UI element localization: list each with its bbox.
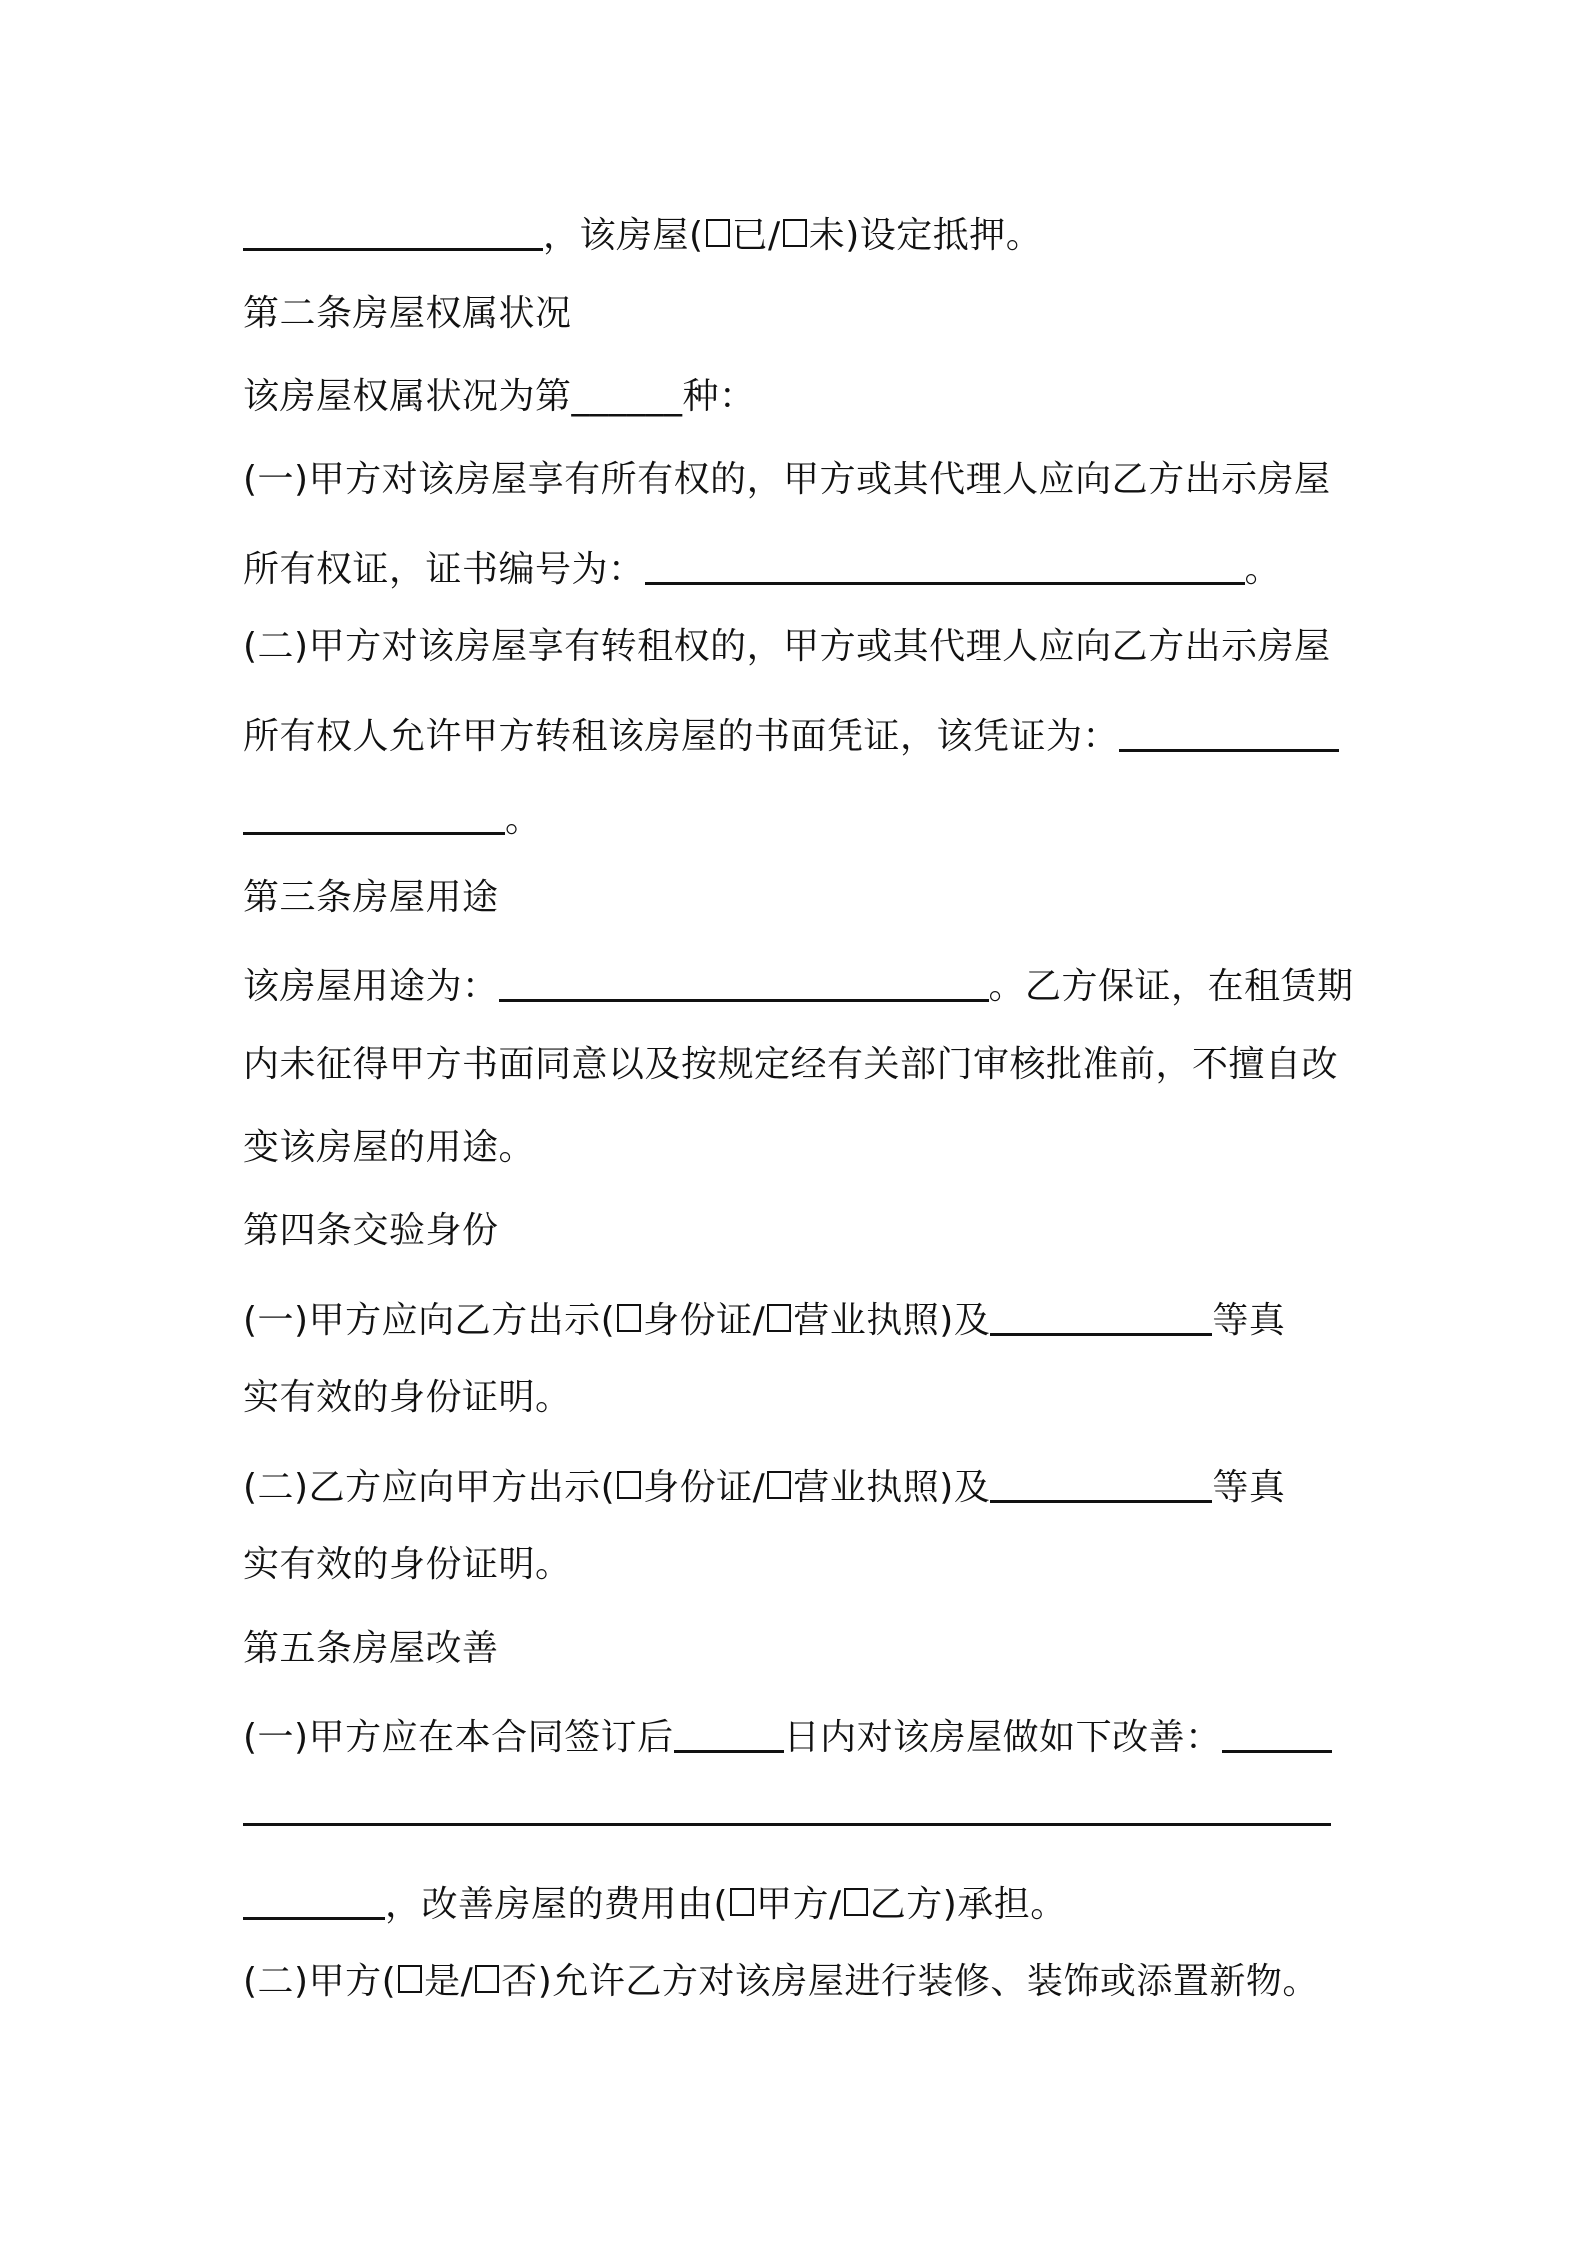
option-label: 是/ <box>424 1961 474 2002</box>
option-label: 营业执照)及 <box>793 1467 991 1508</box>
text-segment: 。 <box>505 799 542 840</box>
checkbox[interactable] <box>783 219 807 247</box>
checkbox[interactable] <box>767 1471 791 1499</box>
checkbox[interactable] <box>398 1965 422 1993</box>
checkbox[interactable] <box>730 1888 754 1916</box>
text-segment: 所有权证，证书编号为： <box>243 549 645 590</box>
option-label: 营业执照)及 <box>793 1300 991 1341</box>
text-segment: (二)乙方应向甲方出示( <box>243 1467 616 1508</box>
blank-field[interactable] <box>499 963 989 1002</box>
option-label: 已/ <box>731 215 781 256</box>
sublease-proof-continuation <box>243 792 542 842</box>
usage-line <box>243 959 1354 1009</box>
article-3-heading: 第三条房屋用途 <box>243 877 499 918</box>
ownership-clause-1: (一)甲方对该房屋享有所有权的，甲方或其代理人应向乙方出示房屋 <box>243 459 1331 500</box>
text-segment: ，改善房屋的费用由( <box>385 1884 729 1925</box>
option-label: 乙方)承担。 <box>869 1884 1067 1925</box>
article-4-heading: 第四条交验身份 <box>243 1210 499 1251</box>
text-segment: 等真 <box>1212 1467 1286 1508</box>
text-segment: 该房屋用途为： <box>243 966 499 1007</box>
blank-field[interactable] <box>243 212 543 251</box>
ownership-clause-2: (二)甲方对该房屋享有转租权的，甲方或其代理人应向乙方出示房屋 <box>243 626 1331 667</box>
checkbox[interactable] <box>617 1471 641 1499</box>
party-a-id-line <box>243 1293 1285 1343</box>
article-2-heading: 第二条房屋权属状况 <box>243 293 572 334</box>
blank-field[interactable] <box>990 1464 1212 1503</box>
checkbox[interactable] <box>844 1888 868 1916</box>
sublease-proof-line <box>243 709 1339 759</box>
text-segment: 日内对该房屋做如下改善： <box>783 1717 1222 1758</box>
blank-field[interactable] <box>674 1714 784 1753</box>
certificate-number-line <box>243 542 1281 592</box>
article-5-heading: 第五条房屋改善 <box>243 1628 499 1669</box>
text-segment: 。乙方保证，在租赁期 <box>988 966 1354 1007</box>
checkbox[interactable] <box>617 1304 641 1332</box>
checkbox[interactable] <box>475 1965 499 1993</box>
option-label: 身份证/ <box>643 1467 766 1508</box>
blank-field[interactable] <box>1119 713 1339 752</box>
party-b-id-end: 实有效的身份证明。 <box>243 1544 572 1585</box>
blank-field[interactable] <box>1222 1714 1332 1753</box>
improvement-line <box>243 1710 1332 1760</box>
blank-field[interactable] <box>243 1881 385 1920</box>
usage-guarantee-line: 内未征得甲方书面同意以及按规定经有关部门审核批准前，不擅自改 <box>243 1044 1339 1085</box>
option-label: 甲方/ <box>756 1884 842 1925</box>
blank-field[interactable] <box>990 1297 1212 1336</box>
text-segment: 。 <box>1244 549 1282 590</box>
option-label: 身份证/ <box>643 1300 766 1341</box>
blank-field[interactable] <box>243 1823 1331 1826</box>
text-segment: (一)甲方应在本合同签订后 <box>243 1717 674 1758</box>
checkbox[interactable] <box>767 1304 791 1332</box>
mortgage-line <box>243 208 1042 258</box>
improvement-cost-line <box>243 1877 1067 1927</box>
text-segment: (一)甲方应向乙方出示( <box>243 1300 616 1341</box>
option-label: 否)允许乙方对该房屋进行装修、装饰或添置新物。 <box>501 1961 1319 2002</box>
blank-field[interactable] <box>645 546 1245 585</box>
party-b-id-line <box>243 1460 1285 1510</box>
ownership-type-line: 该房屋权属状况为第______种： <box>243 376 756 417</box>
text-segment: 等真 <box>1212 1300 1286 1341</box>
blank-field[interactable] <box>243 796 505 835</box>
text-segment: 所有权人允许甲方转租该房屋的书面凭证，该凭证为： <box>243 716 1120 757</box>
party-a-id-end: 实有效的身份证明。 <box>243 1377 572 1418</box>
text-segment: (二)甲方( <box>243 1961 397 2002</box>
option-label: 未)设定抵押。 <box>808 215 1043 256</box>
usage-guarantee-end: 变该房屋的用途。 <box>243 1127 536 1168</box>
checkbox[interactable] <box>706 219 730 247</box>
renovation-permission-line <box>243 1960 1319 2004</box>
text-segment: ，该房屋( <box>543 215 704 256</box>
